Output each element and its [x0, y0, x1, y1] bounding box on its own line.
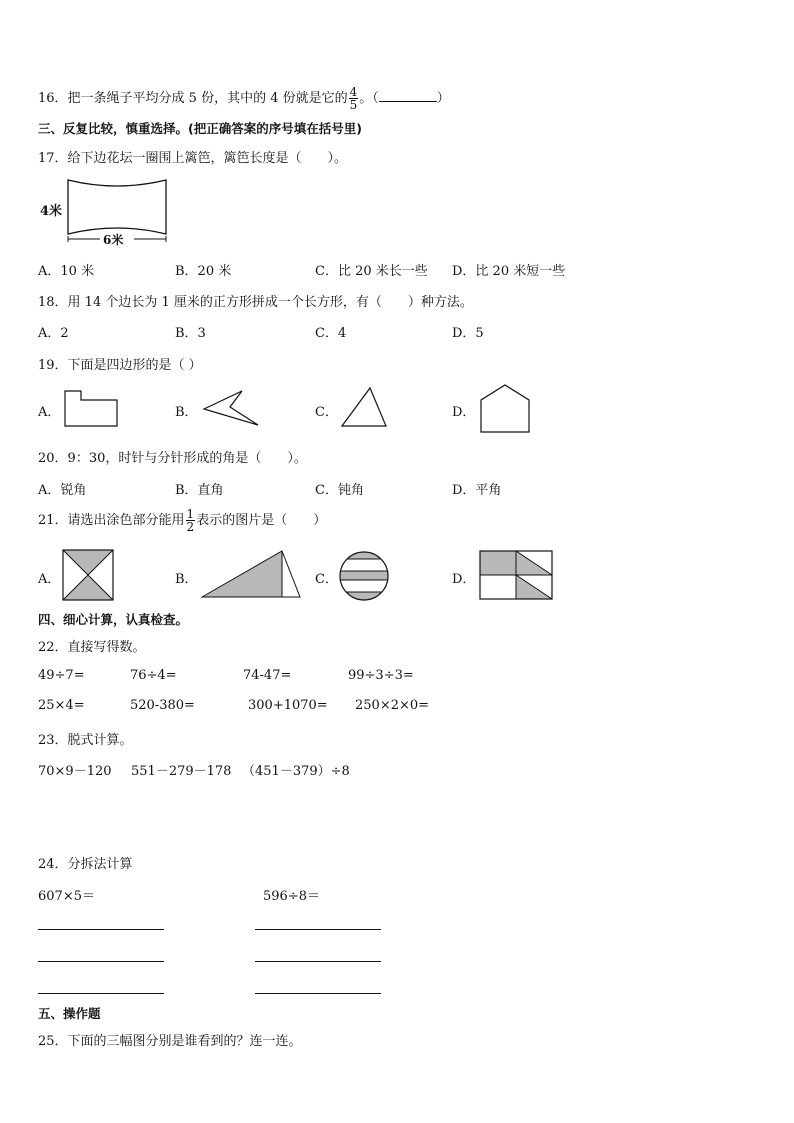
- answer-line[interactable]: [38, 993, 164, 994]
- circle-stripes-figure: [338, 550, 390, 602]
- calc-item: 250×2×0=: [355, 698, 430, 713]
- fraction-4-5: $\frac{4}{5}$: [349, 85, 358, 112]
- question-16-text: 16．把一条绳子平均分成 5 份，其中的 4 份就是它的: [38, 91, 348, 106]
- calc-item: 520-380=: [130, 698, 195, 713]
- question-24-text: 24．分拆法计算: [38, 857, 133, 872]
- calc-item: 99÷3÷3=: [348, 668, 414, 683]
- answer-line[interactable]: [255, 961, 381, 962]
- question-19-text: 19．下面是四边形的是（ ）: [38, 358, 202, 373]
- q19-option-c[interactable]: C．: [315, 405, 338, 420]
- q18-option-b[interactable]: B．3: [175, 326, 206, 341]
- q21-option-c[interactable]: C．: [315, 572, 338, 587]
- q17-option-c[interactable]: C．比 20 米长一些: [315, 264, 428, 279]
- fraction-1-2: $\frac{1}{2}$: [186, 507, 195, 534]
- q19-option-a[interactable]: A．: [38, 405, 61, 420]
- question-23-text: 23．脱式计算。: [38, 733, 133, 748]
- q20-option-c[interactable]: C．钝角: [315, 483, 364, 498]
- q17-option-a[interactable]: A．10 米: [38, 264, 95, 279]
- answer-line[interactable]: [255, 929, 381, 930]
- question-17-text: 17．给下边花坛一圈围上篱笆，篱笆长度是（ ）。: [38, 151, 348, 166]
- question-16: 16．把一条绳子平均分成 5 份，其中的 4 份就是它的 $\frac{4}{5}$ 。（ ）: [38, 85, 450, 112]
- question-20-text: 20．9：30，时针与分针形成的角是（ ）。: [38, 451, 307, 466]
- rectangle-grid-figure: [479, 550, 553, 600]
- q19-option-d[interactable]: D．: [452, 405, 476, 420]
- expression-item: （451－379）÷8: [242, 764, 350, 779]
- q21-option-d[interactable]: D．: [452, 572, 476, 587]
- q17-option-d[interactable]: D．比 20 米短一些: [452, 264, 566, 279]
- answer-line[interactable]: [38, 929, 164, 930]
- figure-height-label: 4米: [40, 204, 63, 219]
- calc-item: 49÷7=: [38, 668, 85, 683]
- split-calc-item: 596÷8＝: [263, 889, 320, 904]
- question-21-text: 21．请选出涂色部分能用: [38, 513, 185, 528]
- calc-item: 25×4=: [38, 698, 85, 713]
- question-25-text: 25．下面的三幅图分别是谁看到的？连一连。: [38, 1034, 302, 1049]
- answer-line[interactable]: [38, 961, 164, 962]
- q20-option-d[interactable]: D．平角: [452, 483, 502, 498]
- q21-option-b[interactable]: B．: [175, 572, 198, 587]
- l-shape-figure: [64, 390, 120, 428]
- q20-option-b[interactable]: B．直角: [175, 483, 224, 498]
- question-21: 21．请选出涂色部分能用 $\frac{1}{2}$ 表示的图片是（ ）: [38, 507, 327, 534]
- calc-item: 300+1070=: [248, 698, 328, 713]
- answer-line[interactable]: [255, 993, 381, 994]
- calc-item: 76÷4=: [130, 668, 177, 683]
- q21-option-a[interactable]: A．: [38, 572, 61, 587]
- question-18-text: 18．用 14 个边长为 1 厘米的正方形拼成一个长方形，有（ ）种方法。: [38, 295, 473, 310]
- q18-option-c[interactable]: C．4: [315, 326, 347, 341]
- calc-item: 74-47=: [243, 668, 292, 683]
- square-diagonals-figure: [62, 549, 114, 601]
- split-calc-item: 607×5＝: [38, 889, 95, 904]
- section-5-heading: 五、操作题: [38, 1006, 101, 1021]
- q18-option-d[interactable]: D．5: [452, 326, 484, 341]
- arrowhead-figure: [202, 389, 262, 429]
- triangle-shaded-figure: [200, 549, 302, 599]
- q20-option-a[interactable]: A．锐角: [38, 483, 87, 498]
- section-3-heading: 三、反复比较，慎重选择。(把正确答案的序号填在括号里): [38, 121, 362, 136]
- figure-width-label: 6米: [103, 233, 124, 247]
- q19-option-b[interactable]: B．: [175, 405, 198, 420]
- triangle-figure: [340, 386, 390, 428]
- question-22-text: 22．直接写得数。: [38, 640, 146, 655]
- pentagon-figure: [479, 384, 533, 436]
- expression-item: 551－279－178: [131, 764, 232, 779]
- answer-blank[interactable]: [379, 89, 437, 102]
- q18-option-a[interactable]: A．2: [38, 326, 69, 341]
- section-4-heading: 四、细心计算，认真检查。: [38, 612, 189, 627]
- expression-item: 70×9－120: [38, 764, 112, 779]
- q17-option-b[interactable]: B．20 米: [175, 264, 232, 279]
